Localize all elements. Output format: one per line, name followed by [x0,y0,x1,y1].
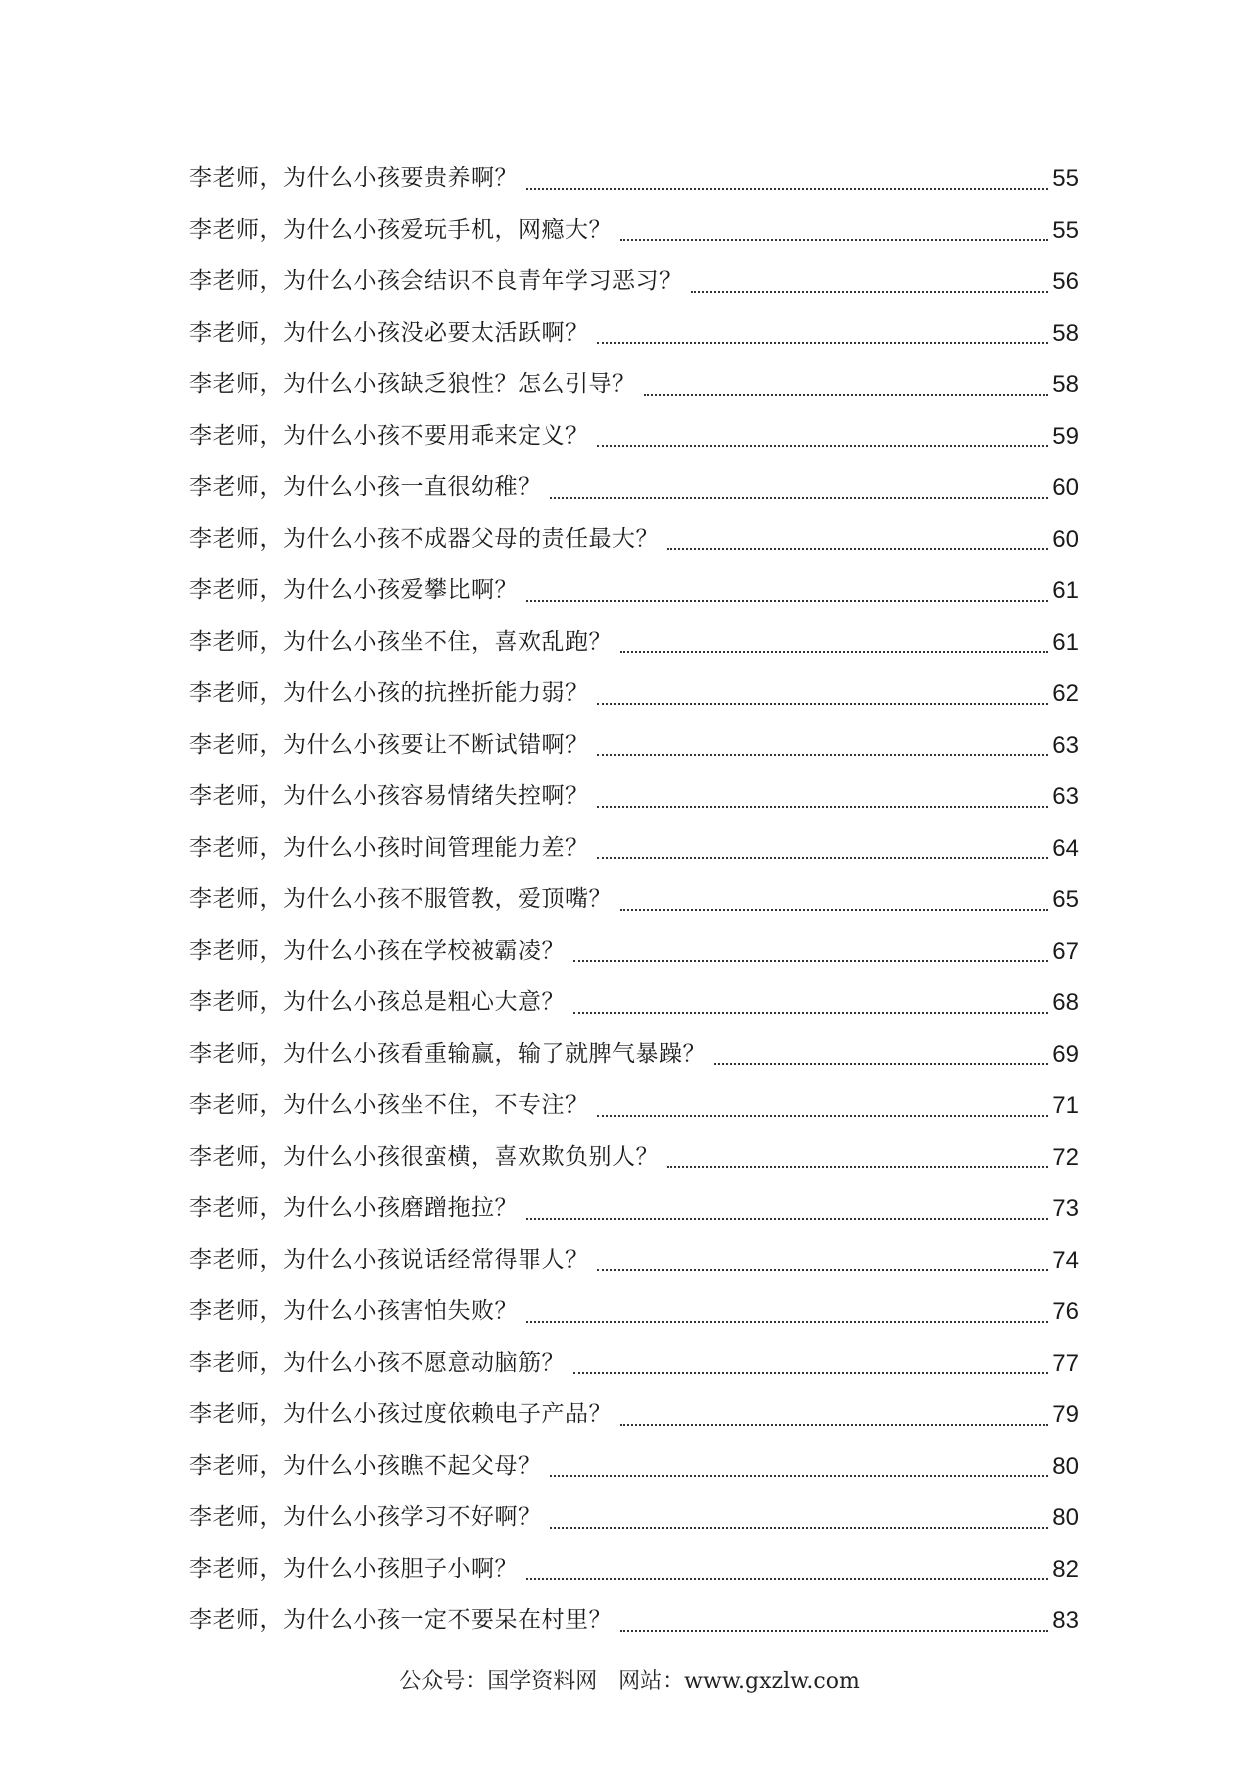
toc-entry-title: 李老师，为什么小孩的抗挫折能力弱？ [189,680,589,706]
toc-dot-leader [620,1424,1048,1426]
toc-entry[interactable] [189,462,1079,514]
toc-dot-leader [620,909,1048,911]
toc-dot-leader [597,1115,1049,1117]
toc-page-number: 80 [1052,1504,1079,1531]
toc-dot-leader [597,857,1049,859]
toc-dot-leader [526,1218,1048,1220]
toc-page-number: 76 [1052,1298,1079,1325]
toc-entry[interactable] [189,205,1079,257]
toc-entry[interactable] [189,874,1079,926]
toc-dot-leader [620,239,1048,241]
toc-page-number: 83 [1052,1607,1079,1634]
toc-entry[interactable] [189,1492,1079,1544]
toc-entry[interactable] [189,1286,1079,1338]
toc-entry-title: 李老师，为什么小孩不要用乖来定义？ [189,422,589,449]
toc-page-number: 79 [1052,1401,1079,1428]
toc-dot-leader [620,1630,1048,1632]
toc-entry-title: 李老师，为什么小孩总是粗心大意？ [189,989,565,1015]
toc-page-number: 72 [1052,1143,1079,1171]
toc-entry[interactable] [189,1132,1079,1184]
toc-entry-title: 李老师，为什么小孩要让不断试错啊？ [189,731,589,758]
toc-entry[interactable] [189,256,1079,308]
toc-entry[interactable] [189,617,1079,669]
toc-dot-leader [597,342,1049,344]
toc-page-number: 60 [1052,525,1079,553]
toc-entry[interactable] [189,1183,1079,1235]
toc-entry[interactable] [189,1235,1079,1287]
toc-entry[interactable] [189,926,1079,978]
toc-page-number: 77 [1052,1349,1079,1377]
toc-dot-leader [644,394,1049,396]
toc-dot-leader [691,291,1049,293]
toc-page-number: 73 [1052,1195,1079,1222]
toc-entry-title: 李老师，为什么小孩坐不住，不专注？ [189,1092,589,1118]
toc-entry-title: 李老师，为什么小孩过度依赖电子产品？ [189,1401,612,1427]
toc-page-number: 63 [1052,783,1079,810]
toc-page-number: 71 [1052,1092,1079,1119]
toc-dot-leader [573,1372,1048,1374]
toc-entry-title: 李老师，为什么小孩坐不住，喜欢乱跑？ [189,628,612,655]
toc-entry-title: 李老师，为什么小孩在学校被霸凌？ [189,937,565,964]
toc-entry[interactable] [189,977,1079,1029]
toc-entry-title: 李老师，为什么小孩磨蹭拖拉？ [189,1195,518,1221]
toc-entry-title: 李老师，为什么小孩一直很幼稚？ [189,474,542,500]
toc-entry-title: 李老师，为什么小孩不愿意动脑筋？ [189,1349,565,1376]
toc-entry-title: 李老师，为什么小孩不成器父母的责任最大？ [189,525,659,552]
toc-page-number: 63 [1052,731,1079,759]
toc-page-number: 58 [1052,319,1079,347]
toc-dot-leader [597,806,1049,808]
toc-entry[interactable] [189,359,1079,411]
toc-dot-leader [714,1063,1048,1065]
toc-entry-title: 李老师，为什么小孩缺乏狼性？怎么引导？ [189,371,636,397]
toc-entry[interactable] [189,1595,1079,1647]
toc-entry-title: 李老师，为什么小孩时间管理能力差？ [189,834,589,861]
toc-page-number: 69 [1052,1040,1079,1068]
toc-entry[interactable] [189,1389,1079,1441]
toc-dot-leader [526,1321,1048,1323]
toc-page-number: 65 [1052,886,1079,913]
toc-entry[interactable] [189,1441,1079,1493]
toc-entry[interactable] [189,565,1079,617]
toc-entry-title: 李老师，为什么小孩会结识不良青年学习恶习？ [189,268,683,294]
toc-page-number: 64 [1052,834,1079,862]
toc-entry-title: 李老师，为什么小孩没必要太活跃啊？ [189,319,589,346]
toc-page-number: 55 [1052,216,1079,244]
toc-entry-title: 李老师，为什么小孩爱攀比啊？ [189,577,518,603]
toc-entry[interactable] [189,1080,1079,1132]
toc-entry[interactable] [189,771,1079,823]
toc-dot-leader [573,960,1048,962]
toc-entry-title: 李老师，为什么小孩不服管教，爱顶嘴？ [189,886,612,912]
toc-entry-title: 李老师，为什么小孩害怕失败？ [189,1298,518,1324]
toc-page-number: 82 [1052,1555,1079,1583]
toc-page-number: 67 [1052,937,1079,965]
toc-entry[interactable] [189,514,1079,566]
toc-dot-leader [597,1269,1049,1271]
toc-dot-leader [550,1475,1049,1477]
toc-entry[interactable] [189,153,1079,205]
toc-page-number: 55 [1052,165,1079,192]
toc-dot-leader [597,754,1049,756]
toc-entry-title: 李老师，为什么小孩胆子小啊？ [189,1555,518,1582]
toc-entry-title: 李老师，为什么小孩学习不好啊？ [189,1504,542,1530]
toc-dot-leader [526,188,1048,190]
toc-entry-title: 李老师，为什么小孩容易情绪失控啊？ [189,783,589,809]
toc-dot-leader [620,651,1048,653]
toc-entry-title: 李老师，为什么小孩说话经常得罪人？ [189,1246,589,1273]
toc-entry[interactable] [189,668,1079,720]
toc-page-number: 80 [1052,1452,1079,1480]
toc-page-number: 58 [1052,371,1079,398]
toc-page-number: 61 [1052,577,1079,604]
toc-dot-leader [597,703,1049,705]
table-of-contents [189,153,1079,1647]
toc-entry-title: 李老师，为什么小孩爱玩手机，网瘾大？ [189,216,612,243]
toc-entry[interactable] [189,823,1079,875]
toc-entry-title: 李老师，为什么小孩瞧不起父母？ [189,1452,542,1479]
toc-entry[interactable] [189,308,1079,360]
page-footer: 公众号：国学资料网 网站：www.gxzlw.com [399,1669,860,1694]
toc-dot-leader [550,1527,1049,1529]
toc-entry[interactable] [189,1338,1079,1390]
toc-dot-leader [667,548,1048,550]
toc-dot-leader [526,1578,1048,1580]
toc-entry-title: 李老师，为什么小孩一定不要呆在村里？ [189,1607,612,1633]
toc-entry-title: 李老师，为什么小孩很蛮横，喜欢欺负别人？ [189,1143,659,1170]
toc-page-number: 61 [1052,628,1079,656]
toc-entry[interactable] [189,1544,1079,1596]
toc-dot-leader [667,1166,1048,1168]
toc-page-number: 60 [1052,474,1079,501]
toc-page-number: 59 [1052,422,1079,450]
toc-entry-title: 李老师，为什么小孩看重输赢，输了就脾气暴躁？ [189,1040,706,1067]
toc-entry-title: 李老师，为什么小孩要贵养啊？ [189,165,518,191]
toc-page-number: 56 [1052,268,1079,295]
toc-dot-leader [597,445,1049,447]
toc-page-number: 62 [1052,680,1079,707]
toc-dot-leader [573,1012,1048,1014]
toc-page-number: 68 [1052,989,1079,1016]
toc-entry[interactable] [189,411,1079,463]
toc-page-number: 74 [1052,1246,1079,1274]
toc-entry[interactable] [189,1029,1079,1081]
toc-dot-leader [550,497,1049,499]
toc-dot-leader [526,600,1048,602]
toc-entry[interactable] [189,720,1079,772]
